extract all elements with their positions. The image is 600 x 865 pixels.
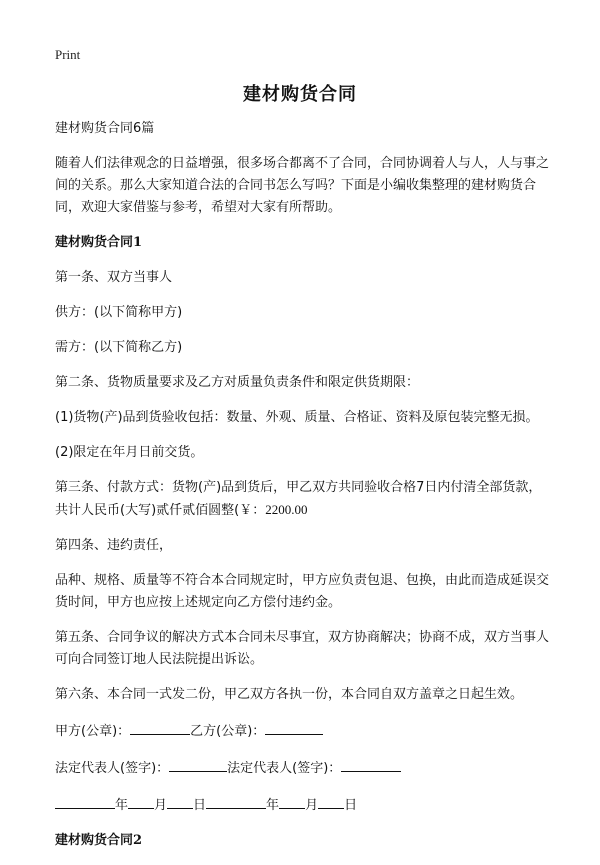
date-b-month: 月	[305, 798, 319, 813]
party-b-rep-label: 法定代表人(签字)：	[227, 761, 342, 776]
article-3-amount: 2200.00	[265, 502, 308, 517]
date-a-day-blank	[167, 793, 193, 809]
date-b-year: 年	[266, 798, 280, 813]
party-a-rep-blank	[169, 756, 227, 772]
date-b-day: 日	[344, 798, 358, 813]
article-6: 第六条、本合同一式发二份，甲乙双方各执一份，本合同自双方盖章之日起生效。	[55, 687, 524, 702]
date-a-month-blank	[128, 793, 154, 809]
representative-line	[55, 756, 550, 780]
date-b-year-blank	[206, 793, 266, 809]
date-b-day-blank	[318, 793, 344, 809]
article-3-text: 第三条、付款方式：货物(产)品到货后，甲乙双方共同验收合格7日内付清全部货款，共计人民币(大写)贰仟贰佰圆整(￥：	[55, 480, 542, 518]
article-2: 第二条、货物质量要求及乙方对质量负责条件和限定供货期限：	[55, 375, 420, 390]
date-a-month: 月	[154, 798, 168, 813]
article-2-item-1: (1)货物(产)品到货验收包括：数量、外观、质量、合格证、资料及原包装完整无损。	[55, 410, 539, 425]
date-a-year-blank	[55, 793, 115, 809]
date-line	[55, 793, 550, 817]
article-4-detail: 品种、规格、质量等不符合本合同规定时，甲方应负责包退、包换，由此而造成延误交货时间，甲方也应按上述规定向乙方偿付违约金。	[55, 573, 550, 610]
date-a-day: 日	[193, 798, 207, 813]
article-1: 第一条、双方当事人	[55, 270, 173, 285]
article-5: 第五条、合同争议的解决方式本合同未尽事宜，双方协商解决；协商不成，双方当事人可向合同签订地人民法院提出诉讼。	[55, 630, 550, 667]
supplier-line: 供方：(以下简称甲方)	[55, 305, 183, 320]
party-a-rep-label: 法定代表人(签字)：	[55, 761, 170, 776]
intro-paragraph: 随着人们法律观念的日益增强，很多场合都离不了合同，合同协调着人与人，人与事之间的关系。那么大家知道合法的合同书怎么写吗？下面是小编收集整理的建材购货合同，欢迎大家借鉴与参考，希望对大家有所帮助。	[55, 156, 550, 215]
party-a-seal-label: 甲方(公章)：	[55, 724, 131, 739]
article-2-item-2: (2)限定在年月日前交货。	[55, 445, 204, 460]
document-body	[55, 118, 550, 865]
party-b-seal-label: 乙方(公章)：	[190, 724, 266, 739]
party-a-seal-blank	[130, 719, 190, 735]
party-b-seal-blank	[265, 719, 323, 735]
party-b-rep-blank	[341, 756, 401, 772]
date-a-year: 年	[115, 798, 129, 813]
article-3	[55, 477, 550, 522]
document-title: 建材购货合同	[243, 84, 357, 105]
buyer-line: 需方：(以下简称乙方)	[55, 340, 183, 355]
seal-line	[55, 719, 550, 743]
print-label: Print	[55, 47, 81, 62]
contract-2-heading: 建材购货合同2	[55, 833, 143, 848]
contract-1-heading: 建材购货合同1	[55, 235, 143, 250]
article-4: 第四条、违约责任，	[55, 538, 173, 553]
date-b-month-blank	[279, 793, 305, 809]
document-subtitle: 建材购货合同6篇	[55, 121, 155, 136]
